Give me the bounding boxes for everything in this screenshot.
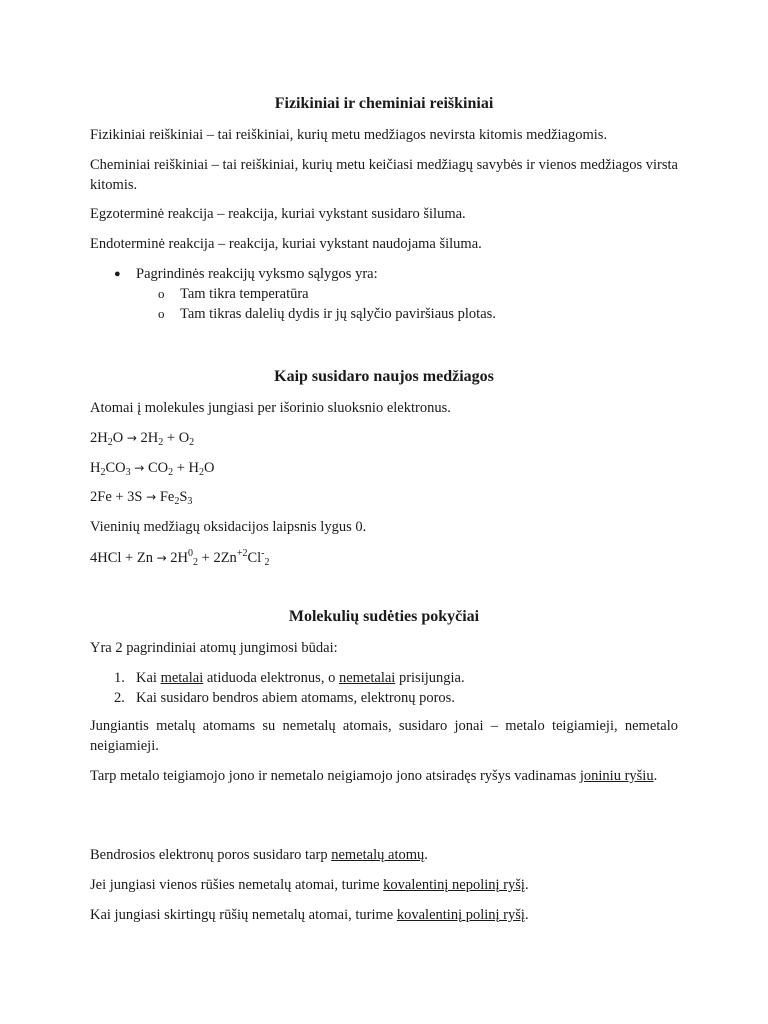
list-item-metals: Kai metalai atiduoda elektronus, o nemetalai prisijungia. xyxy=(136,670,465,686)
equation-hcl-zinc: $4HCl + Zn \to 2H^0_2 + 2Zn^{+2}Cl^-_2$ xyxy=(90,548,270,568)
paragraph-shared-pairs: Bendrosios elektronų poros susidaro tarp nemetalų atomų. xyxy=(90,847,428,863)
equation-carbonic-acid: $H_2CO_3 \to CO_2 + H_2O$ xyxy=(90,460,215,478)
paragraph-chemical-phenomena: Cheminiai reiškiniai – tai reiškiniai, kurių metu keičiasi medžiagų savybės ir vienos medžiagos virsta kitomis. xyxy=(90,157,678,193)
paragraph-atoms-join: Atomai į molekules jungiasi per išorinio sluoksnio elektronus. xyxy=(90,400,451,416)
paragraph-ionic-bond: Tarp metalo teigiamojo jono ir nemetalo neigiamojo jono atsiradęs ryšys vadinamas joniniu ryšiu. xyxy=(90,768,658,784)
arrow-icon: → xyxy=(146,490,157,504)
paragraph-polar-covalent: Kai jungiasi skirtingų rūšių nemetalų atomai, turime kovalentinį polinį ryšį. xyxy=(90,907,529,923)
term-ionic-bond: joniniu ryšiu xyxy=(579,768,654,784)
term-polar-covalent: kovalentinį polinį ryšį xyxy=(396,907,525,923)
equation-water: $2H_2O \to 2H_2 + O_2$ xyxy=(90,430,195,448)
arrow-icon: → xyxy=(126,431,137,445)
section-title-new-substances: Kaip susidaro naujos medžiagos xyxy=(274,368,494,385)
paragraph-oxidation-state: Vieninių medžiagų oksidacijos laipsnis lygus 0. xyxy=(90,519,367,535)
circle-bullet-icon: o xyxy=(158,306,165,321)
circle-bullet-icon: o xyxy=(158,286,165,301)
term-nonmetal-atoms: nemetalų atomų xyxy=(331,847,425,863)
list-number: 1. xyxy=(114,670,125,686)
arrow-icon: → xyxy=(156,551,167,565)
arrow-icon: → xyxy=(134,461,145,475)
paragraph-physical-phenomena: Fizikiniai reiškiniai – tai reiškiniai, kurių metu medžiagos nevirsta kitomis medžiagomis. xyxy=(90,127,608,143)
equation-iron-sulfide: $2Fe + 3S \to Fe_2S_3$ xyxy=(90,489,193,507)
section-title-physical-chemical: Fizikiniai ir cheminiai reiškiniai xyxy=(274,95,494,112)
list-number: 2. xyxy=(114,690,125,706)
link-metals: metalai xyxy=(160,670,204,686)
paragraph-exothermic: Egzoterminė reakcija – reakcija, kuriai vykstant susidaro šiluma. xyxy=(90,206,466,222)
bullet-item-conditions: Pagrindinės reakcijų vyksmo sąlygos yra: xyxy=(136,266,378,282)
section-title-molecular-changes: Molekulių sudėties pokyčiai xyxy=(288,608,480,625)
paragraph-nonpolar-covalent: Jei jungiasi vienos rūšies nemetalų atomai, turime kovalentinį nepolinį ryšį. xyxy=(90,877,529,893)
sub-item-particle-size: Tam tikras dalelių dydis ir jų sąlyčio paviršiaus plotas. xyxy=(180,306,496,322)
paragraph-endothermic: Endoterminė reakcija – reakcija, kuriai vykstant naudojama šiluma. xyxy=(90,236,482,252)
sub-item-temperature: Tam tikra temperatūra xyxy=(180,286,309,302)
bullet-icon: ● xyxy=(114,268,121,280)
list-item-shared-pairs: Kai susidaro bendros abiem atomams, elektronų poros. xyxy=(136,690,455,706)
paragraph-ions: Jungiantis metalų atomams su nemetalų atomais, susidaro jonai – metalo teigiamieji, nemetalo neigiamieji. xyxy=(90,718,678,754)
link-nonmetals: nemetalai xyxy=(338,670,396,686)
term-nonpolar-covalent: kovalentinį nepolinį ryšį xyxy=(383,877,525,893)
paragraph-two-ways: Yra 2 pagrindiniai atomų jungimosi būdai: xyxy=(90,640,338,656)
